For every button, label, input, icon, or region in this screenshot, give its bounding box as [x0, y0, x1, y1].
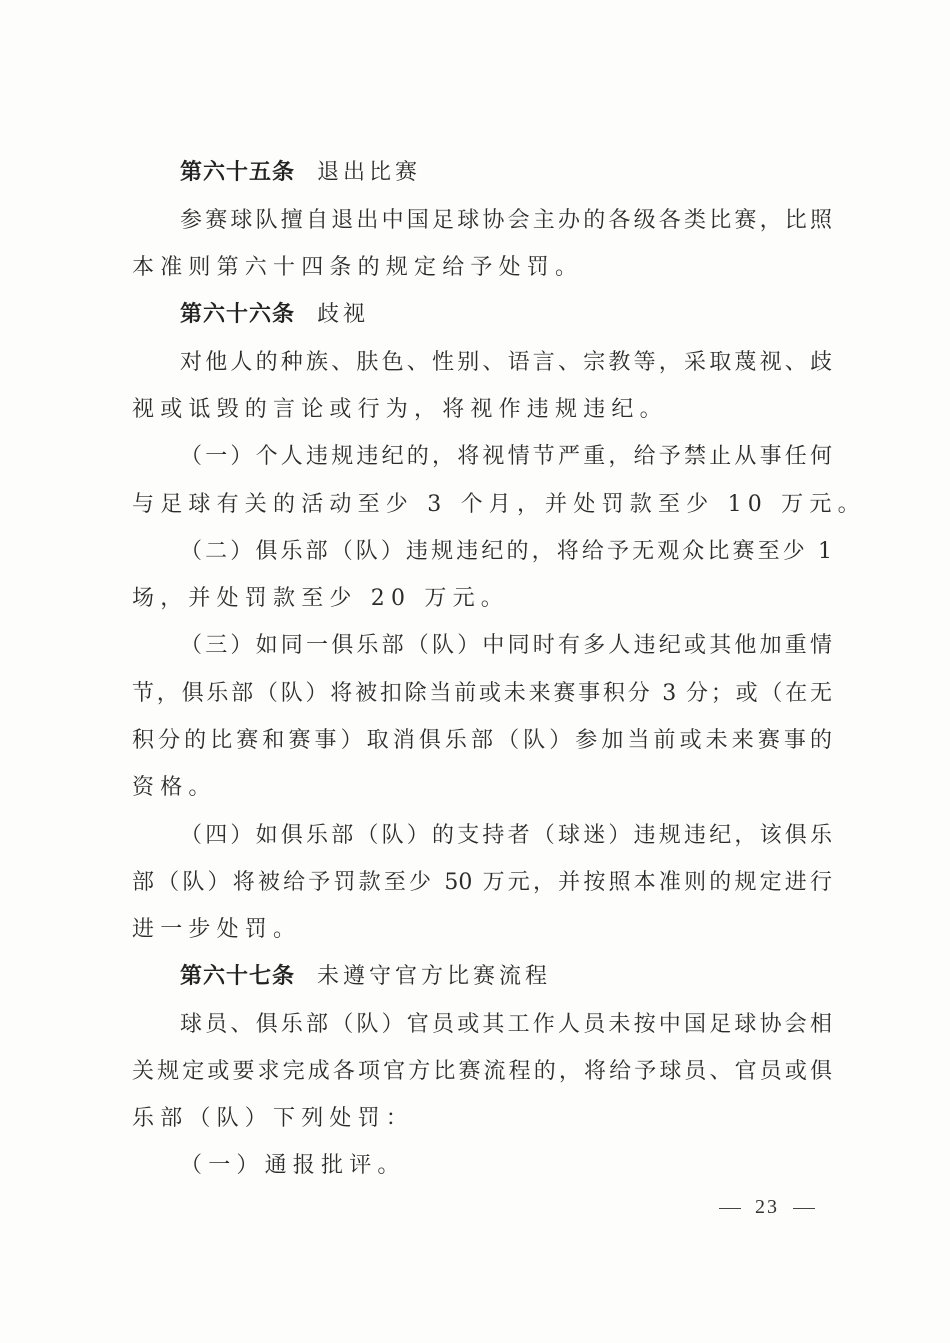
article-title: 未遵守官方比赛流程 — [317, 964, 552, 989]
article-heading-67 — [180, 962, 832, 992]
dash-right — [793, 1208, 815, 1209]
paragraph-line: 资格。 — [132, 775, 217, 800]
article-number: 第六十六条 — [180, 302, 296, 327]
paragraph-line: （二）俱乐部（队）违规违纪的，将给予无观众比赛至少 1 — [180, 539, 832, 564]
paragraph-line: 乐部（队）下列处罚： — [132, 1106, 415, 1131]
article-number: 第六十五条 — [180, 160, 296, 185]
paragraph-line: 节，俱乐部（队）将被扣除当前或未来赛事积分 3 分；或（在无 — [132, 681, 832, 706]
dash-left — [719, 1208, 741, 1209]
article-number: 第六十七条 — [180, 964, 296, 989]
paragraph-line: （一）通报批评。 — [180, 1153, 406, 1178]
paragraph-line: 关规定或要求完成各项官方比赛流程的，将给予球员、官员或俱 — [132, 1059, 832, 1084]
paragraph-line: 积分的比赛和赛事）取消俱乐部（队）参加当前或未来赛事的 — [132, 728, 832, 753]
article-title: 歧视 — [317, 302, 370, 327]
article-title: 退出比赛 — [317, 160, 422, 185]
paragraph-line: （一）个人违规违纪的，将视情节严重，给予禁止从事任何 — [180, 444, 832, 469]
paragraph-line: 本准则第六十四条的规定给予处罚。 — [132, 255, 584, 280]
paragraph-line: （三）如同一俱乐部（队）中同时有多人违纪或其他加重情 — [180, 633, 832, 658]
paragraph-line: （四）如俱乐部（队）的支持者（球迷）违规违纪，该俱乐 — [180, 823, 832, 848]
article-heading-65 — [180, 158, 832, 188]
paragraph-line: 参赛球队擅自退出中国足球协会主办的各级各类比赛，比照 — [180, 208, 832, 233]
paragraph-line: 部（队）将被给予罚款至少 50 万元，并按照本准则的规定进行 — [132, 870, 832, 895]
paragraph-line: 球员、俱乐部（队）官员或其工作人员未按中国足球协会相 — [180, 1012, 832, 1037]
paragraph-line: 场，并处罚款至少 20 万元。 — [132, 586, 509, 611]
page-footer — [705, 1196, 829, 1219]
page-number: 23 — [755, 1196, 779, 1218]
paragraph-line: 进一步处罚。 — [132, 917, 302, 942]
article-heading-66 — [180, 300, 832, 330]
paragraph-line: 对他人的种族、肤色、性别、语言、宗教等，采取蔑视、歧 — [180, 350, 832, 375]
paragraph-line: 视或诋毁的言论或行为，将视作违规违纪。 — [132, 397, 668, 422]
paragraph-line: 与足球有关的活动至少 3 个月，并处罚款至少 10 万元。 — [132, 492, 866, 517]
